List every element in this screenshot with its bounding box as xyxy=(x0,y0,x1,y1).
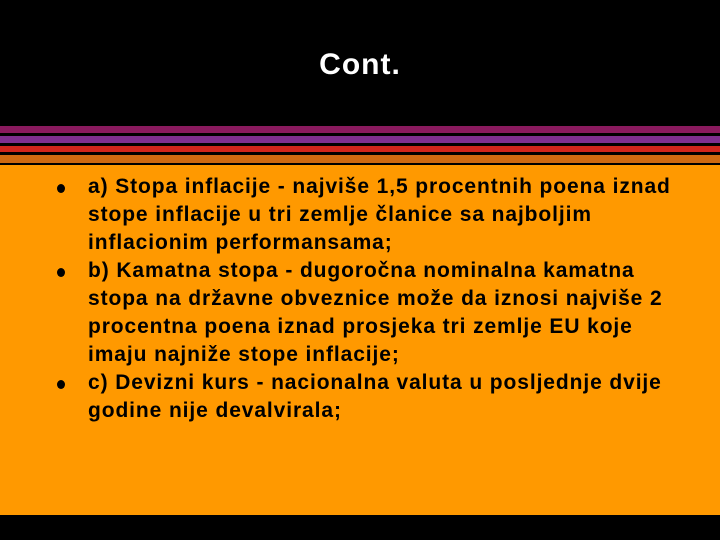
decorative-stripes xyxy=(0,126,720,165)
bullet-text: c) Devizni kurs - nacionalna valuta u posljednje dvije godine nije devalvirala; xyxy=(88,371,662,422)
content-area xyxy=(0,165,720,515)
stripe-magenta xyxy=(0,126,720,133)
slide-title: Cont. xyxy=(319,48,401,81)
stripe-orange xyxy=(0,155,720,163)
bullet-icon xyxy=(57,268,65,277)
stripe-purple xyxy=(0,136,720,143)
bullet-list xyxy=(0,173,720,425)
bullet-text: b) Kamatna stopa - dugoročna nominalna kamatna stopa na državne obveznice može da iznosi najviše 2 procentna poena iznad prosjeka tri zemlje EU koje imaju najniže stope inflacije; xyxy=(88,259,663,366)
bullet-item-interest-rate xyxy=(0,257,720,369)
bottom-bar xyxy=(0,515,720,540)
bullet-icon xyxy=(57,380,65,389)
bullet-item-exchange-rate xyxy=(0,369,720,425)
bullet-text: a) Stopa inflacije - najviše 1,5 procentnih poena iznad stope inflacije u tri zemlje članice sa najboljim inflacionim performansama; xyxy=(88,175,671,254)
bullet-icon xyxy=(57,184,65,193)
bullet-item-inflation xyxy=(0,173,720,257)
